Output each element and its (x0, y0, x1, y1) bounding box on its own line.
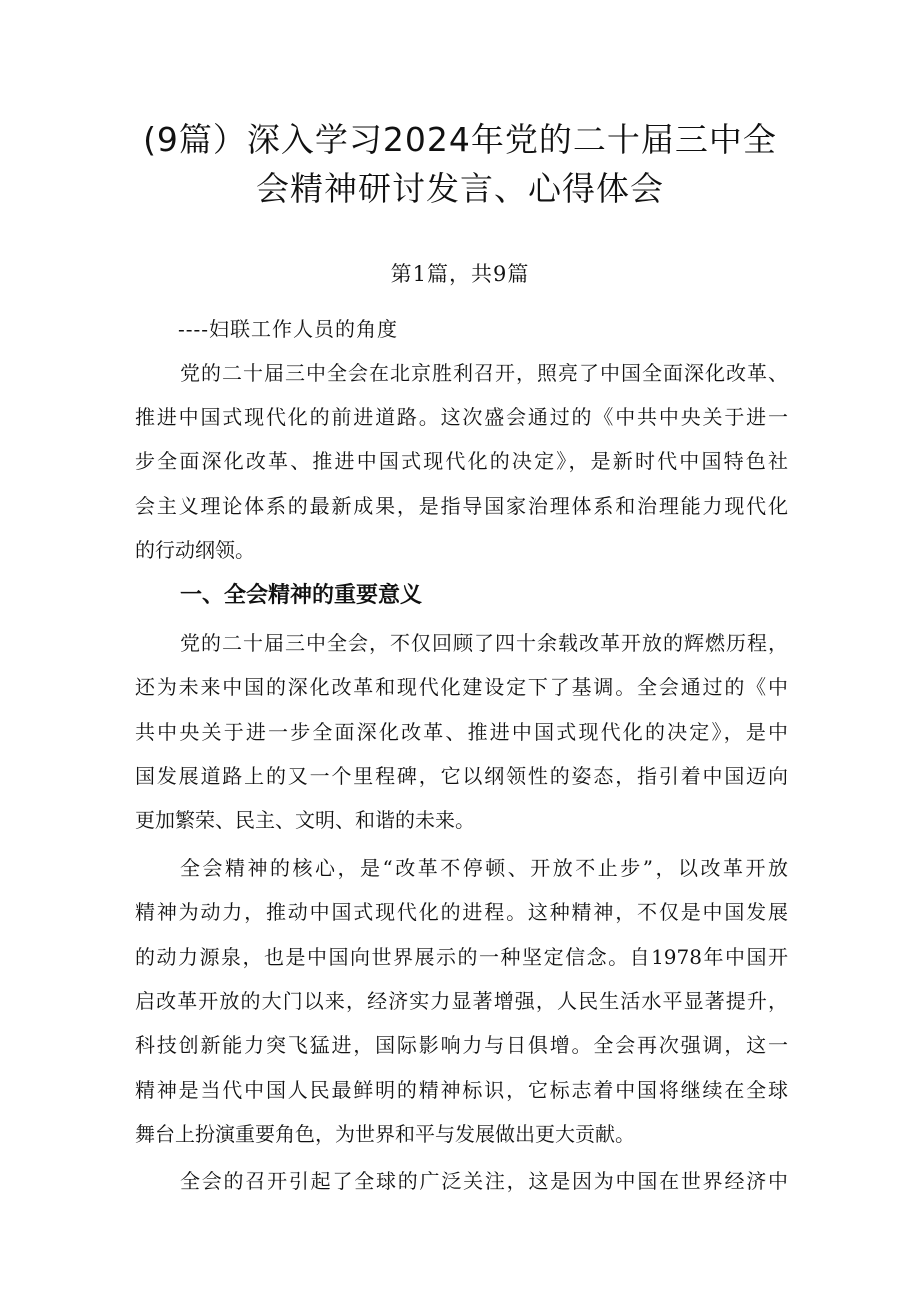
paragraph-1-line-1: 党的二十届三中全会在北京胜利召开，照亮了中国全面深化改革、 (180, 361, 788, 385)
paragraph-1-line-2: 推进中国式现代化的前进道路。这次盛会通过的《中共中央关于进一 (135, 405, 788, 429)
paragraph-2-line-1: 党的二十届三中全会，不仅回顾了四十余载改革开放的辉燃历程， (180, 631, 788, 655)
paragraph-4-line-1: 全会的召开引起了全球的广泛关注，这是因为中国在世界经济中 (180, 1169, 788, 1193)
paragraph-3-line-4: 启改革开放的大门以来，经济实力显著增强，人民生活水平显著提升， (135, 989, 788, 1013)
paragraph-1-line-4: 会主义理论体系的最新成果，是指导国家治理体系和治理能力现代化 (135, 494, 788, 518)
paragraph-2-line-3: 共中央关于进一步全面深化改革、推进中国式现代化的决定》，是中 (135, 720, 788, 744)
paragraph-2-line-4: 国发展道路上的又一个里程碑，它以纲领性的姿态，指引着中国迈向 (135, 764, 788, 788)
paragraph-3-line-3: 的动力源泉，也是中国向世界展示的一种坚定信念。自1978年中国开 (135, 945, 788, 969)
part-label: 第1篇，共9篇 (390, 262, 530, 286)
paragraph-3-line-5: 科技创新能力突飞猛进，国际影响力与日俱增。全会再次强调，这一 (135, 1033, 788, 1057)
paragraph-3-line-2: 精神为动力，推动中国式现代化的进程。这种精神，不仅是中国发展 (135, 900, 788, 924)
section-heading: 一、全会精神的重要意义 (180, 583, 423, 608)
paragraph-3-line-7: 舞台上扮演重要角色，为世界和平与发展做出更大贡献。 (135, 1122, 635, 1146)
document-title-line-1: (9篇）深入学习2024年党的二十届三中全 (143, 120, 777, 159)
subtitle: ----妇联工作人员的角度 (178, 317, 399, 341)
paragraph-1-line-3: 步全面深化改革、推进中国式现代化的决定》，是新时代中国特色社 (135, 449, 788, 473)
paragraph-1-line-5: 的行动纲领。 (135, 538, 255, 562)
paragraph-3-line-1: 全会精神的核心，是“改革不停顿、开放不止步”，以改革开放 (180, 856, 788, 880)
document-title-line-2: 会精神研讨发言、心得体会 (256, 169, 664, 208)
paragraph-3-line-6: 精神是当代中国人民最鲜明的精神标识，它标志着中国将继续在全球 (135, 1078, 788, 1102)
paragraph-2-line-5: 更加繁荣、民主、文明、和谐的未来。 (135, 808, 475, 832)
paragraph-2-line-2: 还为未来中国的深化改革和现代化建设定下了基调。全会通过的《中 (135, 675, 788, 699)
